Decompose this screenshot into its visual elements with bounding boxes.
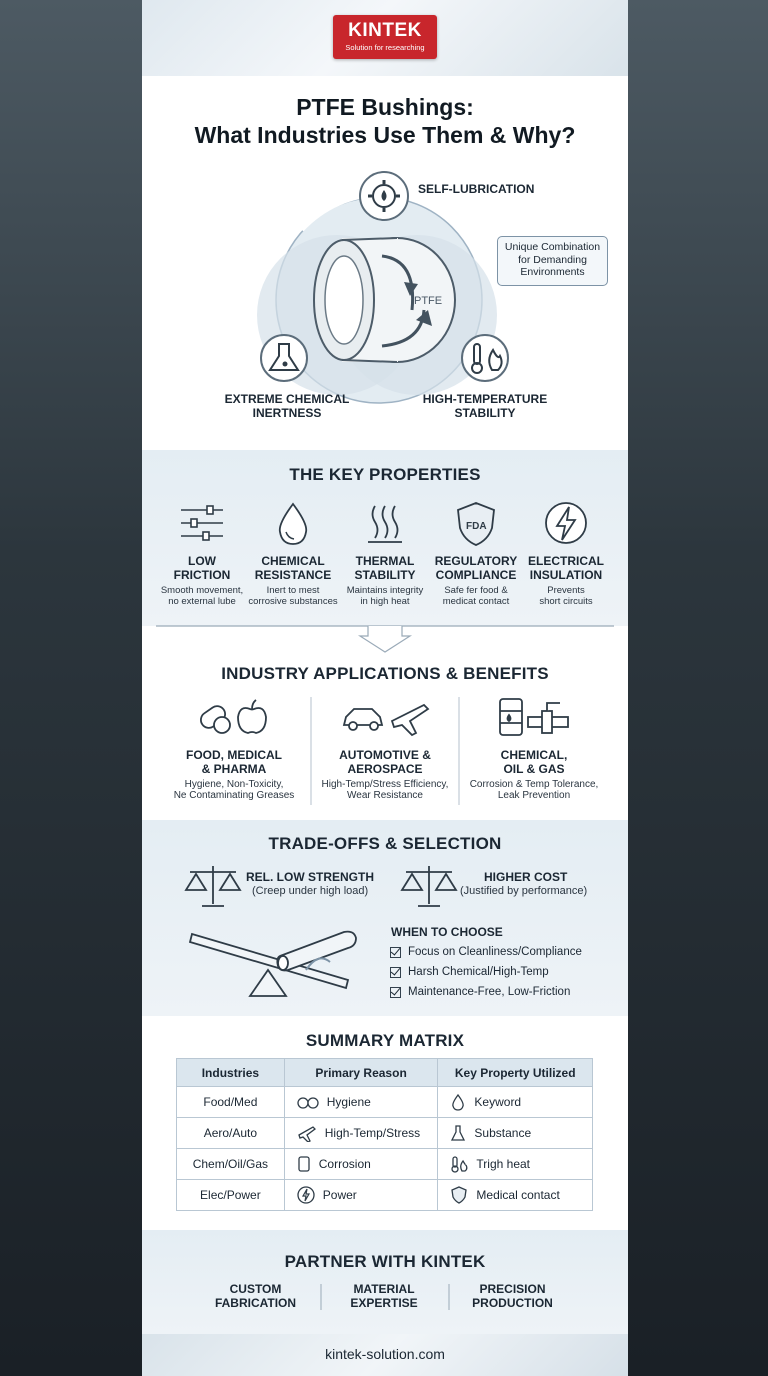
property-desc-line: corrosive substances	[248, 596, 338, 607]
page-title-line-1: PTFE Bushings:	[296, 94, 474, 120]
choose-item-label: Focus on Cleanliness/Compliance	[408, 946, 582, 958]
left-benefit-label	[220, 392, 354, 420]
fda-shield-icon	[451, 500, 501, 546]
drop-icon	[450, 1093, 466, 1111]
drop-icon	[268, 500, 318, 546]
table-header-row	[177, 1059, 593, 1087]
choose-item	[390, 946, 582, 958]
property-desc-line: Safe fer food &	[444, 585, 508, 596]
cell-text: Hygiene	[326, 1095, 371, 1109]
table-cell	[438, 1118, 593, 1149]
cell-text: Power	[322, 1188, 357, 1202]
cell-text: Corrosion	[318, 1157, 371, 1171]
callout-line: Unique Combination	[504, 241, 601, 253]
partner-item-line: FABRICATION	[214, 1296, 297, 1310]
property-desc-line: no external lube	[168, 596, 236, 607]
property-title-line: THERMAL	[355, 554, 415, 568]
brand-tagline: Solution for researching	[345, 43, 425, 52]
table-cell	[284, 1087, 438, 1118]
tradeoff-cost-sub: (Justified by performance)	[460, 885, 588, 897]
gear-drop-icon	[360, 172, 408, 220]
table-row	[177, 1180, 593, 1211]
right-benefit-label	[418, 392, 552, 420]
scale-icon	[400, 862, 458, 910]
page-title-line-2: What Industries Use Them & Why?	[194, 122, 576, 148]
svg-text:FDA: FDA	[466, 521, 487, 532]
column-header: Key Property Utilized	[438, 1059, 593, 1087]
table-cell: Aero/Auto	[177, 1118, 285, 1149]
property-title-line: CHEMICAL	[261, 554, 325, 568]
left-benefit-line-2: INERTNESS	[252, 406, 322, 420]
callout-box	[497, 236, 608, 286]
table-cell	[438, 1149, 593, 1180]
property-title-line: LOW	[188, 554, 216, 568]
application-desc-line: Hygiene, Non-Toxicity,	[184, 779, 284, 790]
property-thermal-stability	[339, 500, 431, 607]
right-benefit-line-2: STABILITY	[454, 406, 516, 420]
partner-item-line: PRECISION	[479, 1282, 546, 1296]
choose-item	[390, 986, 570, 998]
divider	[320, 1284, 322, 1310]
property-desc-line: Prevents	[547, 585, 585, 596]
application-title-line: OIL & GAS	[503, 762, 565, 776]
property-desc-line: short circuits	[539, 596, 593, 607]
cell-text: Trigh heat	[476, 1157, 531, 1171]
property-title-line: STABILITY	[354, 568, 416, 582]
partner-item-line: CUSTOM	[229, 1282, 282, 1296]
lightning-icon	[541, 500, 591, 546]
property-title-line: FRICTION	[173, 568, 231, 582]
checkbox-icon	[390, 947, 401, 958]
table-row	[177, 1087, 593, 1118]
application-chemical-oil-gas	[459, 695, 609, 801]
application-automotive-aerospace	[310, 695, 460, 801]
table-row	[177, 1149, 593, 1180]
property-desc-line: in high heat	[360, 596, 410, 607]
heat-waves-icon	[360, 500, 410, 546]
partner-item-line: EXPERTISE	[350, 1296, 418, 1310]
column-header: Industries	[177, 1059, 285, 1087]
cell-text: Substance	[474, 1126, 532, 1140]
plane-icon	[297, 1124, 317, 1142]
scale-icon	[184, 862, 242, 910]
property-title-line: RESISTANCE	[254, 568, 332, 582]
flask-icon	[450, 1124, 466, 1142]
tradeoffs-title: TRADE-OFFS & SELECTION	[268, 834, 502, 853]
tradeoff-strength-title: REL. LOW STRENGTH	[246, 870, 374, 884]
brand-name: KINTEK	[348, 20, 422, 41]
section-divider-arrow	[156, 624, 614, 656]
table-cell	[284, 1149, 438, 1180]
application-desc-line: High-Temp/Stress Efficiency,	[321, 779, 449, 790]
property-title-line: REGULATORY	[434, 554, 518, 568]
property-title-line: ELECTRICAL	[528, 554, 604, 568]
table-cell: Food/Med	[177, 1087, 285, 1118]
table-cell	[284, 1180, 438, 1211]
infographic-sheet	[142, 0, 628, 1376]
application-desc-line: Wear Resistance	[347, 790, 423, 801]
choose-item	[390, 966, 549, 978]
table-cell: Elec/Power	[177, 1180, 285, 1211]
matrix-title: SUMMARY MATRIX	[305, 1031, 465, 1050]
table-cell: Chem/Oil/Gas	[177, 1149, 285, 1180]
table-cell	[284, 1118, 438, 1149]
pill-apple-icon	[194, 695, 274, 739]
property-desc-line: Smooth movement,	[160, 585, 244, 596]
right-benefit-line-1: HIGH-TEMPERATURE	[422, 392, 548, 406]
property-title-line: COMPLIANCE	[435, 568, 517, 582]
property-desc-line: Inert to mest	[266, 585, 320, 596]
seesaw-illustration	[188, 922, 368, 1000]
applications-title: INDUSTRY APPLICATIONS & BENEFITS	[221, 664, 549, 683]
top-benefit-label: SELF-LUBRICATION	[418, 182, 535, 196]
choose-item-label: Maintenance-Free, Low-Friction	[408, 986, 571, 998]
partner-item-expertise	[328, 1282, 440, 1310]
tradeoff-cost-title: HIGHER COST	[484, 870, 568, 884]
ring-label: PTFE	[414, 295, 443, 307]
property-desc-line: medicat contact	[442, 596, 510, 607]
thermometer-flame-icon	[462, 335, 508, 381]
application-title-line: FOOD, MEDICAL	[186, 748, 282, 762]
column-header: Primary Reason	[284, 1059, 438, 1087]
application-food-medical	[159, 695, 309, 801]
property-desc-line: Maintains integrity	[346, 585, 424, 596]
property-low-friction	[156, 500, 248, 607]
property-regulatory-compliance	[430, 500, 522, 607]
divider	[448, 1284, 450, 1310]
application-title-line: AEROSPACE	[347, 762, 423, 776]
property-chemical-resistance	[247, 500, 339, 607]
application-title-line: AUTOMOTIVE &	[339, 748, 431, 762]
when-to-choose-title: WHEN TO CHOOSE	[391, 925, 503, 939]
table-cell	[438, 1180, 593, 1211]
left-benefit-line-1: EXTREME CHEMICAL	[224, 392, 350, 406]
tradeoff-strength-sub: (Creep under high load)	[252, 885, 369, 897]
partner-item-fabrication	[198, 1282, 313, 1310]
footer-url-link[interactable]: kintek-solution.com	[325, 1346, 445, 1362]
key-properties-title: THE KEY PROPERTIES	[289, 465, 481, 484]
application-title-line: & PHARMA	[201, 762, 267, 776]
table-cell	[438, 1087, 593, 1118]
flask-icon	[261, 335, 307, 381]
property-electrical-insulation	[520, 500, 612, 607]
partner-item-production	[455, 1282, 570, 1310]
cell-text: Keyword	[474, 1095, 522, 1109]
barrel-pipe-icon	[494, 695, 574, 739]
property-title-line: INSULATION	[529, 568, 603, 582]
sliders-icon	[177, 500, 227, 546]
partner-item-line: PRODUCTION	[472, 1296, 553, 1310]
application-desc-line: Leak Prevention	[497, 790, 571, 801]
cell-text: High-Temp/Stress	[324, 1126, 421, 1140]
brand-logo[interactable]	[333, 15, 437, 59]
choose-item-label: Harsh Chemical/High-Temp	[408, 966, 549, 978]
barrel-icon	[297, 1155, 311, 1173]
application-title-line: CHEMICAL,	[500, 748, 568, 762]
cell-text: Medical contact	[476, 1188, 560, 1202]
pill-apple-icon	[297, 1094, 319, 1110]
car-plane-icon	[340, 695, 430, 739]
summary-matrix-table	[176, 1058, 593, 1211]
checkbox-icon	[390, 987, 401, 998]
lightning-icon	[297, 1186, 315, 1204]
table-row	[177, 1118, 593, 1149]
callout-line: Environments	[520, 266, 585, 278]
callout-line: for Demanding	[518, 253, 587, 266]
application-desc-line: Corrosion & Temp Tolerance,	[469, 779, 599, 790]
fda-shield-icon	[450, 1186, 468, 1204]
thermometer-flame-icon	[450, 1155, 468, 1173]
hero-diagram	[142, 160, 628, 450]
application-desc-line: Ne Contaminating Greases	[173, 790, 295, 801]
partner-title: PARTNER WITH KINTEK	[284, 1252, 486, 1271]
checkbox-icon	[390, 967, 401, 978]
partner-item-line: MATERIAL	[353, 1282, 415, 1296]
